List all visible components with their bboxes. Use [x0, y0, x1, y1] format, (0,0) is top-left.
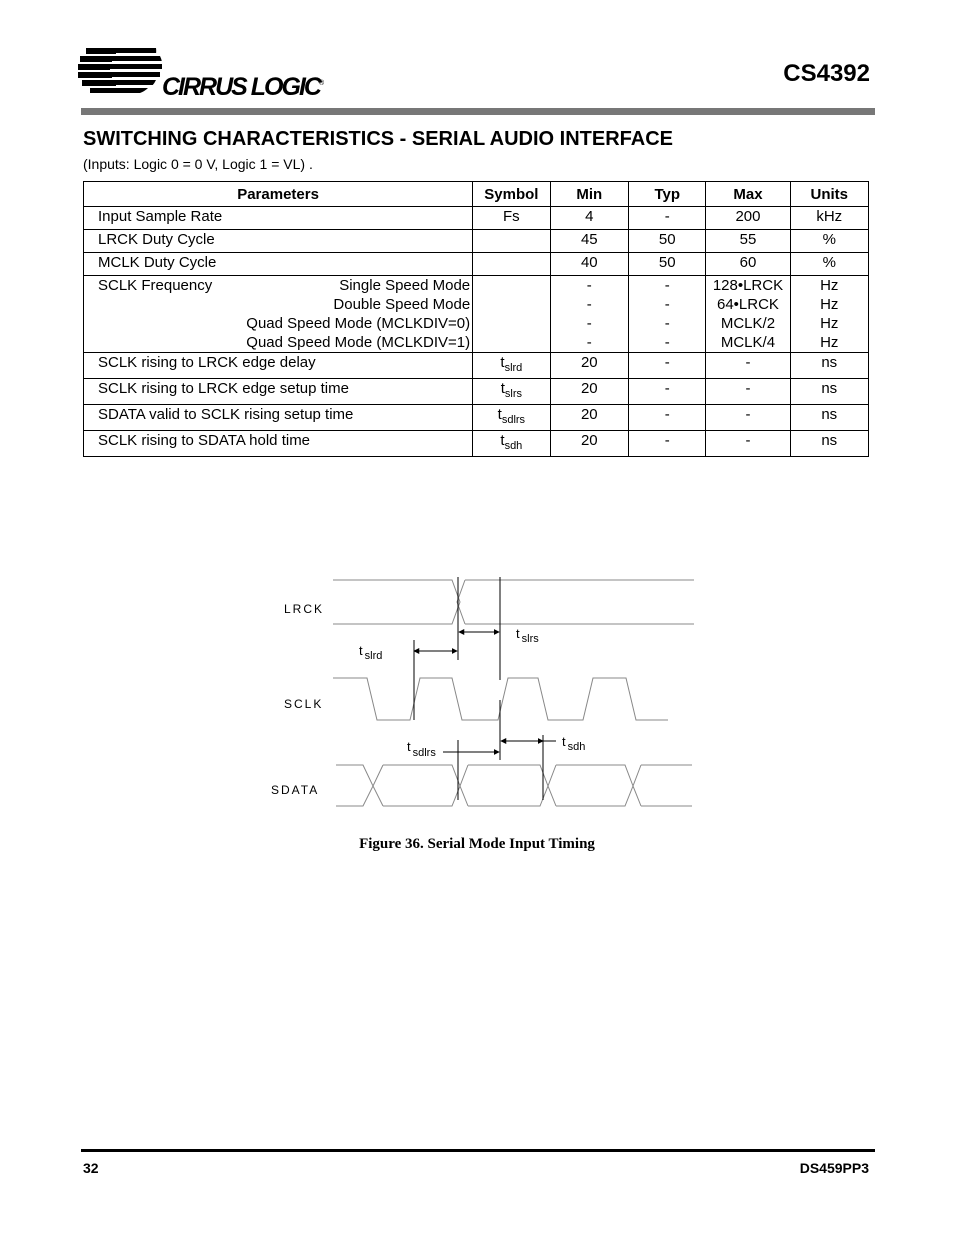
logo-text: CIRRUS LOGIC: [162, 73, 320, 100]
typ-cell: 50: [629, 253, 706, 276]
typ-cell: -: [629, 405, 706, 431]
header-rule: [81, 108, 875, 115]
lrck-waveform: [333, 580, 694, 624]
table-row: [84, 431, 869, 457]
param-cell: SDATA valid to SCLK rising setup time: [84, 405, 473, 431]
header-symbol: Symbol: [473, 182, 550, 207]
part-number: CS4392: [783, 60, 870, 87]
param-cell: MCLK Duty Cycle: [84, 253, 473, 276]
header-parameters: Parameters: [84, 182, 473, 207]
max-cell: -: [706, 379, 790, 405]
header-min: Min: [550, 182, 628, 207]
t-sdh-label: t $_{sdh}$: [562, 734, 586, 753]
svg-text:®: ®: [319, 80, 325, 87]
min-cell: - - - -: [550, 276, 628, 353]
symbol-cell: [473, 276, 550, 353]
sdata-waveform: [336, 765, 692, 806]
signal-label-lrck: LRCK: [284, 602, 325, 616]
t-slrd-label: t $_{slrd}$: [359, 643, 383, 662]
param-cell: SCLK rising to LRCK edge delay: [84, 353, 473, 379]
param-cell: SCLK rising to LRCK edge setup time: [84, 379, 473, 405]
table-row: [84, 253, 869, 276]
symbol-cell: $t_{slrs}$: [473, 379, 550, 405]
units-cell: Hz Hz Hz Hz: [790, 276, 869, 353]
figure-caption: Figure 36. Serial Mode Input Timing: [359, 836, 595, 852]
switching-characteristics-table: [83, 181, 869, 457]
section-subtitle: (Inputs: Logic 0 = 0 V, Logic 1 = VL) .: [83, 156, 313, 172]
typ-cell: -: [629, 431, 706, 457]
max-cell: -: [706, 353, 790, 379]
max-cell: 55: [706, 230, 790, 253]
table-row: [84, 230, 869, 253]
min-cell: 4: [550, 207, 628, 230]
units-cell: %: [790, 253, 869, 276]
param-cell: LRCK Duty Cycle: [84, 230, 473, 253]
t-sdlrs-label: t $_{sdlrs}$: [407, 739, 436, 759]
symbol-cell: $t_{sdlrs}$: [473, 405, 550, 431]
units-cell: ns: [790, 431, 869, 457]
max-cell: 128•LRCK 64•LRCK MCLK/2 MCLK/4: [706, 276, 790, 353]
sclk-mode-label: Quad Speed Mode (MCLKDIV=0): [246, 315, 471, 332]
min-cell: 45: [550, 230, 628, 253]
min-cell: 20: [550, 405, 628, 431]
table-row: [84, 405, 869, 431]
max-cell: 60: [706, 253, 790, 276]
header-typ: Typ: [629, 182, 706, 207]
section-title: SWITCHING CHARACTERISTICS - SERIAL AUDIO INTERFACE: [83, 128, 674, 150]
typ-cell: -: [629, 207, 706, 230]
signal-label-sdata: SDATA: [271, 783, 320, 797]
table-row: [84, 353, 869, 379]
units-cell: kHz: [790, 207, 869, 230]
max-cell: -: [706, 405, 790, 431]
param-cell: [84, 276, 473, 353]
sclk-frequency-label: SCLK Frequency: [98, 277, 213, 294]
table-row: [84, 379, 869, 405]
document-id: DS459PP3: [799, 1160, 869, 1176]
param-cell: Input Sample Rate: [84, 207, 473, 230]
units-cell: %: [790, 230, 869, 253]
typ-cell: 50: [629, 230, 706, 253]
t-slrs-label: t $_{slrs}$: [516, 626, 539, 645]
header-units: Units: [790, 182, 869, 207]
sclk-mode-label: Single Speed Mode: [339, 277, 471, 294]
units-cell: ns: [790, 353, 869, 379]
table-header-row: [84, 182, 869, 207]
typ-cell: -: [629, 353, 706, 379]
typ-cell: - - - -: [629, 276, 706, 353]
header-max: Max: [706, 182, 790, 207]
max-cell: -: [706, 431, 790, 457]
symbol-cell: $t_{sdh}$: [473, 431, 550, 457]
max-cell: 200: [706, 207, 790, 230]
serial-mode-timing-diagram: [250, 570, 710, 820]
symbol-cell: $t_{slrd}$: [473, 353, 550, 379]
min-cell: 20: [550, 379, 628, 405]
footer-rule: [81, 1149, 875, 1152]
units-cell: ns: [790, 405, 869, 431]
page-number: 32: [83, 1160, 99, 1176]
units-cell: ns: [790, 379, 869, 405]
table-row-sclk-frequency: [84, 276, 869, 353]
typ-cell: -: [629, 379, 706, 405]
sclk-mode-label: Double Speed Mode: [333, 296, 471, 313]
min-cell: 20: [550, 431, 628, 457]
param-cell: SCLK rising to SDATA hold time: [84, 431, 473, 457]
sclk-mode-label: Quad Speed Mode (MCLKDIV=1): [246, 334, 471, 351]
min-cell: 20: [550, 353, 628, 379]
table-row: [84, 207, 869, 230]
cirrus-logic-logo: [76, 40, 336, 100]
symbol-cell: [473, 253, 550, 276]
symbol-cell: Fs: [473, 207, 550, 230]
signal-label-sclk: SCLK: [284, 697, 324, 711]
symbol-cell: [473, 230, 550, 253]
min-cell: 40: [550, 253, 628, 276]
